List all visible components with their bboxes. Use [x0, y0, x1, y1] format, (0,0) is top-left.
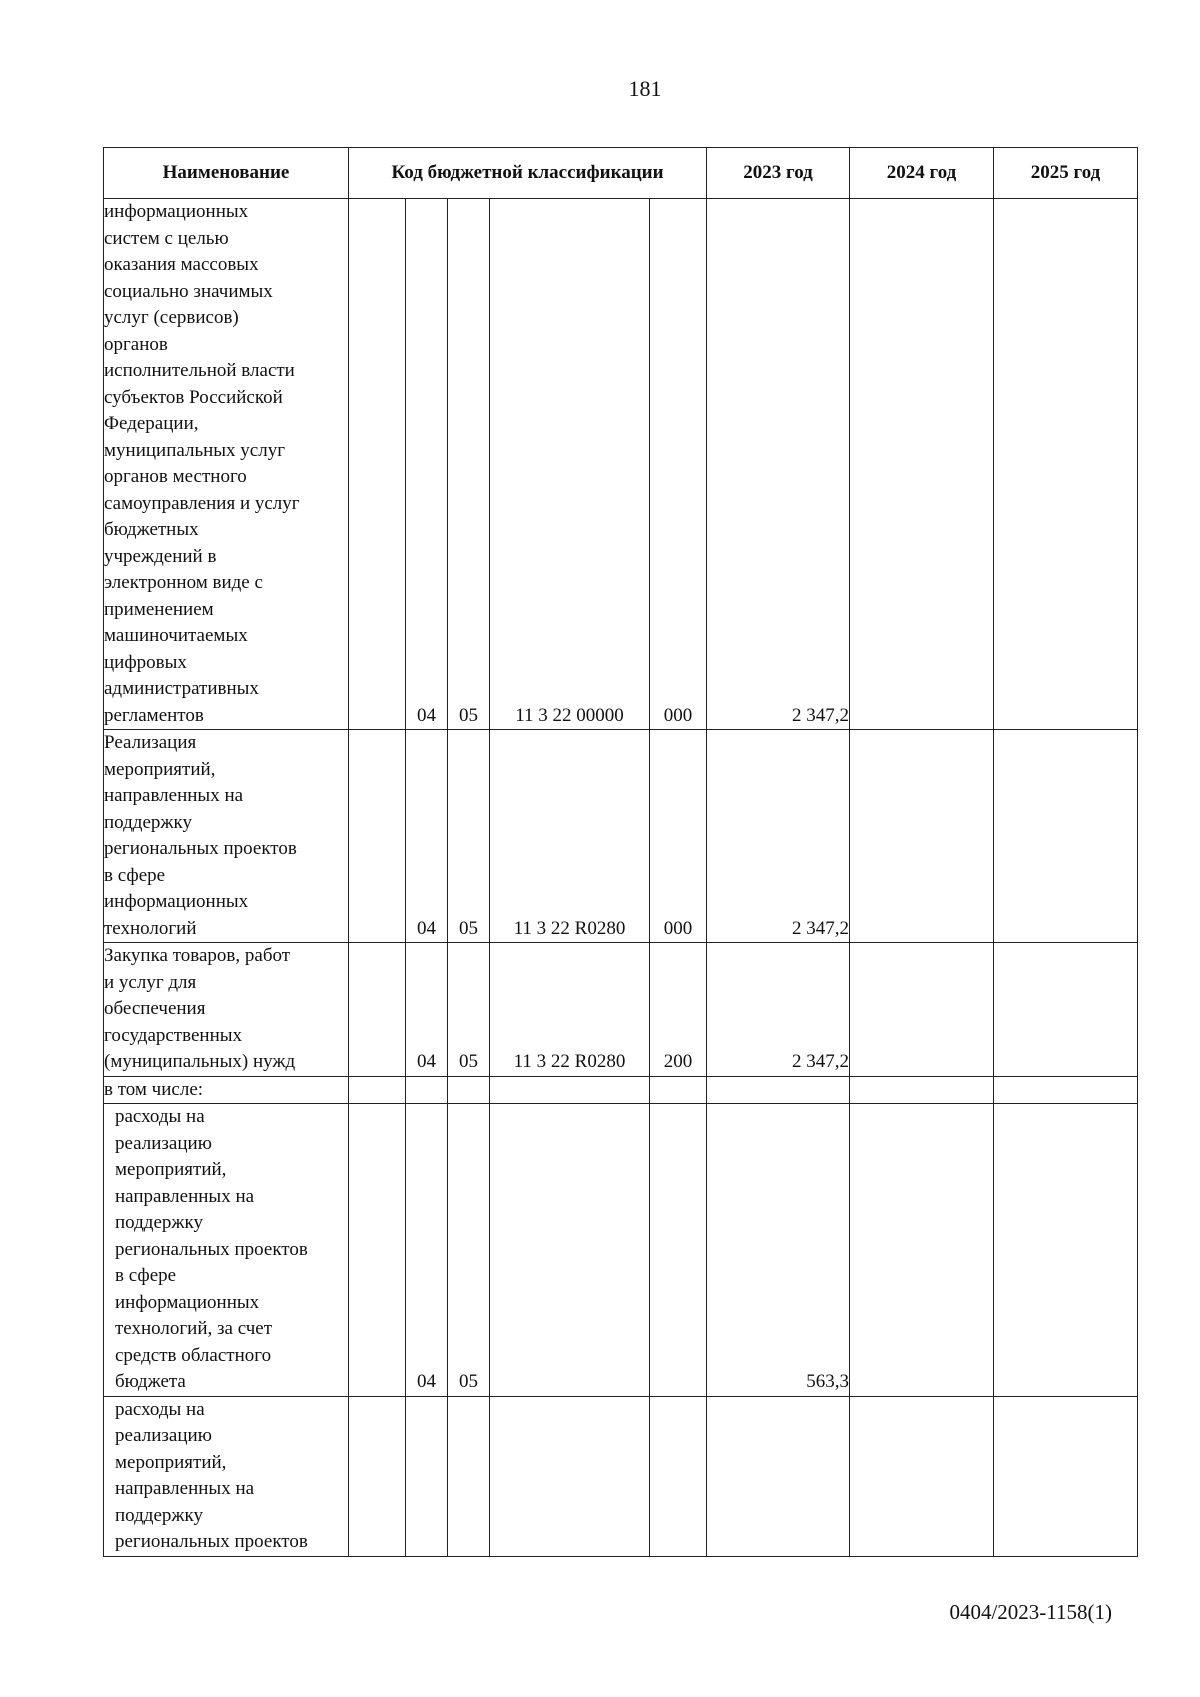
row-code-target — [490, 1104, 650, 1397]
row-code-0 — [349, 199, 406, 730]
row-code-section — [406, 1396, 448, 1556]
page-number: 181 — [628, 76, 662, 101]
table-row — [104, 1076, 1138, 1104]
column-header-2025: 2025 год — [994, 148, 1138, 199]
row-code-section: 04 — [406, 199, 448, 730]
row-code-0 — [349, 1396, 406, 1556]
row-code-expense-type — [650, 1396, 707, 1556]
row-value-2025 — [994, 943, 1138, 1077]
row-value-2023: 2 347,2 — [707, 730, 850, 943]
row-code-expense-type: 000 — [650, 730, 707, 943]
row-code-expense-type — [650, 1104, 707, 1397]
row-code-target: 11 3 22 R0280 — [490, 730, 650, 943]
row-value-2025 — [994, 1076, 1138, 1104]
row-value-2024 — [850, 943, 994, 1077]
column-header-2023: 2023 год — [707, 148, 850, 199]
row-code-0 — [349, 1104, 406, 1397]
row-name: в том числе: — [104, 1076, 349, 1104]
row-code-expense-type: 000 — [650, 199, 707, 730]
row-name: Закупка товаров, работ и услуг для обеспечения государственных (муниципальных) нужд — [104, 943, 349, 1077]
row-value-2025 — [994, 1396, 1138, 1556]
row-value-2023 — [707, 1076, 850, 1104]
row-code-subsection: 05 — [448, 1104, 490, 1397]
row-name: информационных систем с целью оказания массовых социально значимых услуг (сервисов) органов исполнительной власти субъектов Российской Федерации, муниципальных услуг органов местного самоуправления и услуг бюджетных учреждений в электронном виде с применением машиночитаемых цифровых административных регламентов — [104, 199, 349, 730]
row-code-section: 04 — [406, 943, 448, 1077]
row-value-2023 — [707, 1396, 850, 1556]
column-header-name: Наименование — [104, 148, 349, 199]
row-code-target — [490, 1076, 650, 1104]
row-code-target: 11 3 22 R0280 — [490, 943, 650, 1077]
row-value-2025 — [994, 199, 1138, 730]
row-code-section — [406, 1076, 448, 1104]
row-value-2025 — [994, 1104, 1138, 1397]
row-code-subsection — [448, 1076, 490, 1104]
row-value-2023: 2 347,2 — [707, 199, 850, 730]
row-name: Реализация мероприятий, направленных на поддержку региональных проектов в сфере информационных технологий — [104, 730, 349, 943]
budget-table — [103, 147, 1138, 1557]
column-header-code: Код бюджетной классификации — [349, 148, 707, 199]
row-code-0 — [349, 943, 406, 1077]
row-code-section: 04 — [406, 1104, 448, 1397]
row-code-0 — [349, 1076, 406, 1104]
row-name: расходы на реализацию мероприятий, направленных на поддержку региональных проектов в сфере информационных технологий, за счет средств областного бюджета — [104, 1104, 349, 1397]
row-value-2024 — [850, 1396, 994, 1556]
row-code-section: 04 — [406, 730, 448, 943]
row-code-subsection — [448, 1396, 490, 1556]
table-row — [104, 1396, 1138, 1556]
document-footer-code: 0404/2023-1158(1) — [949, 1600, 1112, 1624]
row-code-expense-type: 200 — [650, 943, 707, 1077]
row-code-target: 11 3 22 00000 — [490, 199, 650, 730]
row-value-2024 — [850, 1104, 994, 1397]
row-code-subsection: 05 — [448, 730, 490, 943]
row-value-2023: 563,3 — [707, 1104, 850, 1397]
row-code-target — [490, 1396, 650, 1556]
row-code-expense-type — [650, 1076, 707, 1104]
row-value-2024 — [850, 1076, 994, 1104]
row-name: расходы на реализацию мероприятий, направленных на поддержку региональных проектов — [104, 1396, 349, 1556]
table-row — [104, 199, 1138, 730]
table-row — [104, 730, 1138, 943]
row-value-2025 — [994, 730, 1138, 943]
row-value-2023: 2 347,2 — [707, 943, 850, 1077]
table-header-row — [104, 148, 1138, 199]
row-code-subsection: 05 — [448, 943, 490, 1077]
row-value-2024 — [850, 730, 994, 943]
table-row — [104, 1104, 1138, 1397]
row-value-2024 — [850, 199, 994, 730]
row-code-subsection: 05 — [448, 199, 490, 730]
row-code-0 — [349, 730, 406, 943]
column-header-2024: 2024 год — [850, 148, 994, 199]
table-row — [104, 943, 1138, 1077]
